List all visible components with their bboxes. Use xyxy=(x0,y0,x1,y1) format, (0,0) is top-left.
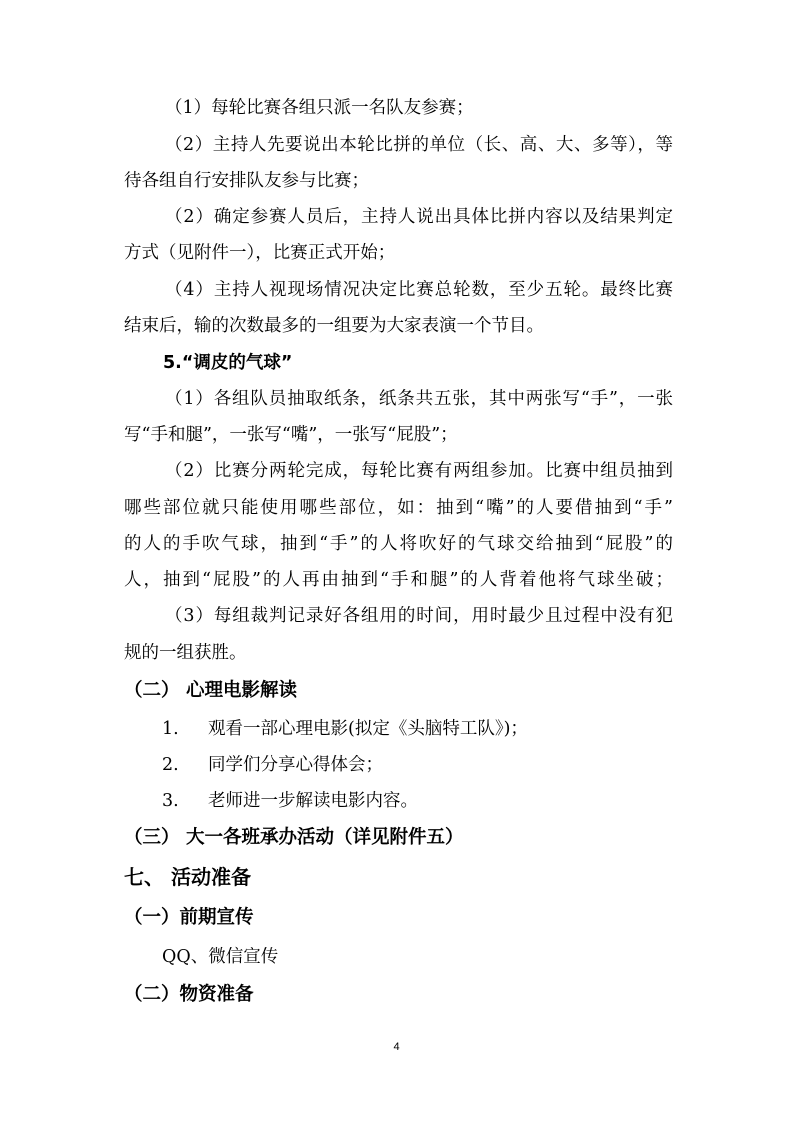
balloon-rule-2-line-3: 的人的手吹气球，抽到“手”的人将吹好的气球交给抽到“屁股”的 xyxy=(124,534,673,554)
balloon-rule-2-line-4: 人，抽到“屁股”的人再由抽到“手和腿”的人背着他将气球坐破； xyxy=(124,570,673,590)
movie-item xyxy=(162,753,383,777)
movie-item-text: 同学们分享心得体会； xyxy=(208,755,383,775)
rule-2-line-2: 待各组自行安排队友参与比赛； xyxy=(124,171,369,191)
publicity-title: （一）前期宣传 xyxy=(124,907,254,928)
movie-item-number: 1. xyxy=(162,719,179,739)
preparation-title: 七、 活动准备 xyxy=(124,865,251,889)
rule-3-line-2: 方式（见附件一），比赛正式开始； xyxy=(124,243,396,263)
movie-item-number: 3. xyxy=(162,791,179,811)
balloon-rule-1-line-2: 写“手和腿”，一张写“嘴”，一张写“屁股”； xyxy=(124,425,458,445)
rule-1: （1）每轮比赛各组只派一名队友参赛； xyxy=(165,98,474,118)
rule-4-line-1: （4）主持人视现场情况决定比赛总轮数，至少五轮。最终比赛 xyxy=(165,280,673,300)
rule-3-line-1: （2）确定参赛人员后，主持人说出具体比拼内容以及结果判定 xyxy=(165,207,673,227)
movie-item-text: 老师进一步解读电影内容。 xyxy=(208,791,418,811)
balloon-rule-1-line-1: （1）各组队员抽取纸条，纸条共五张，其中两张写“手”，一张 xyxy=(165,389,673,409)
class-activity-title: （三） 大一各班承办活动（详见附件五） xyxy=(124,827,464,848)
rule-2-line-1: （2）主持人先要说出本轮比拼的单位（长、高、大、多等），等 xyxy=(165,135,673,155)
materials-title: （二）物资准备 xyxy=(124,984,254,1005)
movie-item-number: 2. xyxy=(162,755,179,775)
rule-4-line-2: 结束后，输的次数最多的一组要为大家表演一个节目。 xyxy=(124,316,544,336)
publicity-text: QQ、微信宣传 xyxy=(162,947,279,967)
balloon-game-title: 5.“调皮的气球” xyxy=(163,353,293,373)
balloon-rule-3-line-1: （3）每组裁判记录好各组用的时间，用时最少且过程中没有犯 xyxy=(165,606,673,626)
page-number: 4 xyxy=(393,1041,400,1053)
movie-section-title: （二） 心理电影解读 xyxy=(124,680,297,701)
balloon-rule-3-line-2: 规的一组获胜。 xyxy=(124,643,247,663)
balloon-rule-2-line-2: 哪些部位就只能使用哪些部位，如：抽到“嘴”的人要借抽到“手” xyxy=(124,498,673,518)
balloon-rule-2-line-1: （2）比赛分两轮完成，每轮比赛有两组参加。比赛中组员抽到 xyxy=(165,461,673,481)
movie-item xyxy=(162,717,528,741)
movie-item xyxy=(162,789,418,813)
movie-item-text: 观看一部心理电影(拟定《头脑特工队》)； xyxy=(208,719,528,739)
